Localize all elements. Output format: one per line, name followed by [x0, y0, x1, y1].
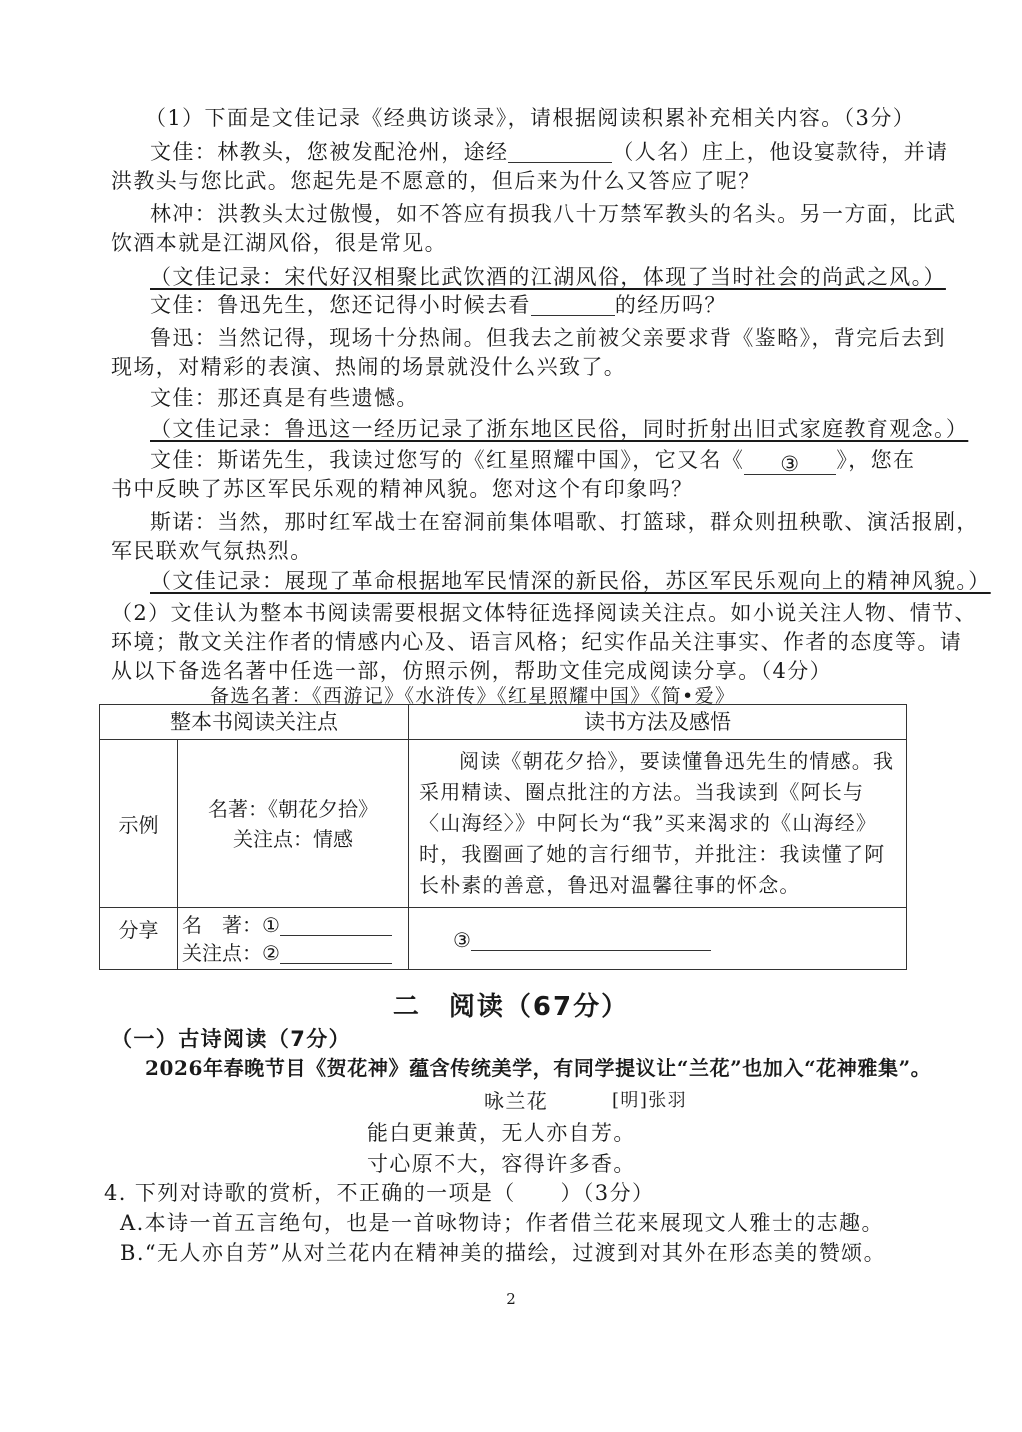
wenjia-line-2a: 文佳：鲁迅先生，您还记得小时候去看: [150, 293, 531, 317]
table-header-method: 读书方法及感悟: [409, 705, 907, 740]
q2-line-2: 环境；散文关注作者的情感内心及、语言风格；纪实作品关注事实、作者的态度等。请: [111, 630, 963, 654]
wenjia-line-3: 文佳：那还真是有些遗憾。: [150, 386, 419, 410]
q2-line-3: 从以下备选名著中任选一部，仿照示例，帮助文佳完成阅读分享。（4分）: [111, 659, 833, 683]
share-book-blank[interactable]: [280, 919, 392, 936]
wenjia-line-4b: 》，您在: [836, 448, 916, 472]
share-method-blank[interactable]: [471, 936, 711, 951]
example-focus: 关注点：情感: [233, 826, 353, 851]
share-label: 分享: [100, 908, 178, 970]
record-3: （文佳记录：展现了革命根据地军民情深的新民俗，苏区军民乐观向上的精神风貌。）: [150, 569, 991, 593]
q2-line-1: （2）文佳认为整本书阅读需要根据文体特征选择阅读关注点。如小说关注人物、情节、: [111, 601, 977, 625]
example-method: 阅读《朝花夕拾》，要读懂鲁迅先生的情感。我采用精读、圈点批注的方法。当我读到《阿长与〈山海经〉》中阿长为“我”买来渴求的《山海经》时，我圈画了她的言行细节，并批注：我读懂了阿长朴素的善意，鲁迅对温馨往事的怀念。: [409, 740, 907, 908]
wenjia-line-4: [150, 445, 915, 475]
poem-line-1: 能白更兼黄，无人亦自芳。: [367, 1121, 636, 1145]
wenjia-line-2: [150, 290, 727, 320]
poem-author: [明]张羽: [612, 1090, 688, 1111]
record-1: （文佳记录：宋代好汉相聚比武饮酒的江湖风俗，体现了当时社会的尚武之风。）: [150, 265, 946, 289]
poem-title: 咏兰花: [484, 1089, 549, 1113]
poem-intro: 2026年春晚节目《贺花神》蕴含传统美学，有同学提议让“兰花”也加入“花神雅集”。: [145, 1056, 932, 1080]
share-focus-row: [182, 939, 408, 967]
page-number: 2: [506, 1290, 516, 1308]
wenjia-line-1b: （人名）庄上，他设宴款待，并请: [612, 140, 949, 164]
linchong-line-b: 饮酒本就是江湖风俗，很是常见。: [111, 231, 447, 255]
option-b: B.“无人亦自芳”从对兰花内在精神美的描绘，过渡到对其外在形态美的赞颂。: [120, 1241, 886, 1265]
luxun-line-a: 鲁迅：当然记得，现场十分热闹。但我去之前被父亲要求背《鉴略》，背完后去到: [150, 326, 946, 350]
answer-blank-2[interactable]: [531, 295, 615, 316]
share-method-cell: [409, 908, 907, 970]
share-book-label: 名 著：①: [182, 913, 280, 937]
wenjia-line-4c: 书中反映了苏区军民乐观的精神风貌。您对这个有印象吗？: [111, 477, 694, 501]
answer-blank-1[interactable]: [508, 142, 612, 163]
q1-intro: （1）下面是文佳记录《经典访谈录》，请根据阅读积累补充相关内容。（3分）: [145, 106, 916, 130]
example-focus-cell: [178, 740, 409, 908]
share-focus-blank[interactable]: [280, 947, 392, 964]
poem-line-2: 寸心原不大，容得许多香。: [367, 1152, 636, 1176]
book-options: 备选名著：《西游记》《水浒传》《红星照耀中国》《简•爱》: [210, 685, 736, 707]
share-focus-label: 关注点：②: [182, 941, 280, 965]
snow-line-a: 斯诺：当然，那时红军战士在窑洞前集体唱歌、打篮球，群众则扭秧歌、演活报剧，: [150, 510, 979, 534]
blank-marker-3: ③: [780, 452, 801, 476]
wenjia-line-1: [150, 137, 948, 167]
linchong-line-a: 林冲：洪教头太过傲慢，如不答应有损我八十万禁军教头的名头。另一方面，比武: [150, 202, 957, 226]
wenjia-line-2b: 的经历吗？: [614, 293, 727, 317]
section-2-title: 二 阅读（67分）: [392, 992, 630, 1022]
example-book: 名著：《朝花夕拾》: [208, 796, 378, 821]
share-book-row: [182, 911, 408, 939]
wenjia-line-1a: 文佳：林教头，您被发配沧州，途经: [150, 140, 509, 164]
wenjia-line-4a: 文佳：斯诺先生，我读过您写的《红星照耀中国》，它又名《: [150, 448, 745, 472]
record-2: （文佳记录：鲁迅这一经历记录了浙东地区民俗，同时折射出旧式家庭教育观念。）: [150, 417, 969, 441]
reading-share-table: [99, 704, 907, 970]
share-focus-cell: [178, 908, 409, 970]
question-4: 4. 下列对诗歌的赏析，不正确的一项是（ ）（3分）: [104, 1181, 655, 1205]
share-method-marker: ③: [453, 928, 471, 952]
answer-blank-3[interactable]: [744, 454, 836, 475]
wenjia-line-1c: 洪教头与您比武。您起先是不愿意的，但后来为什么又答应了呢？: [111, 169, 761, 193]
snow-line-b: 军民联欢气氛热烈。: [111, 539, 313, 563]
option-a: A.本诗一首五言绝句，也是一首咏物诗；作者借兰花来展现文人雅士的志趣。: [120, 1211, 884, 1235]
example-label: 示例: [100, 740, 178, 908]
table-header-focus: 整本书阅读关注点: [100, 705, 409, 740]
luxun-line-b: 现场，对精彩的表演、热闹的场景就没什么兴致了。: [111, 355, 627, 379]
section-2-sub-1: （一）古诗阅读（7分）: [111, 1027, 352, 1051]
